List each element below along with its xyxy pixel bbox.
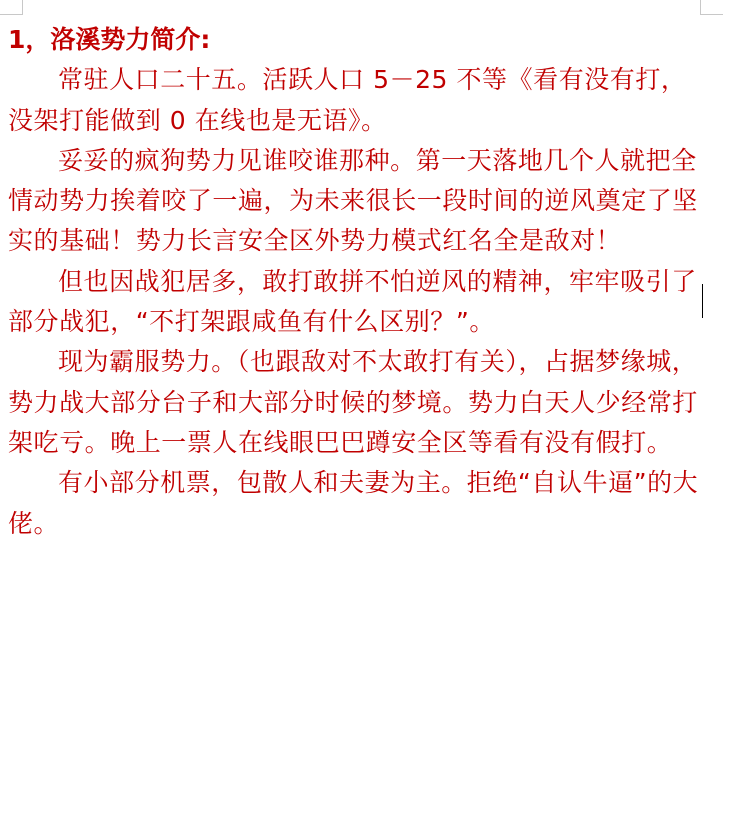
page-corner-mark-right <box>700 0 723 15</box>
paragraph-population: 常驻人口二十五。活跃人口 5－25 不等《看有没有打，没架打能做到 0 在线也是无语》。 <box>8 65 687 135</box>
paragraph-mad-dog: 妥妥的疯狗势力见谁咬谁那种。第一天落地几个人就把全情动势力挨着咬了一遍，为未来很长一段时间的逆风奠定了坚实的基础！势力长言安全区外势力模式红名全是敌对！ <box>8 145 698 256</box>
text-cursor <box>702 284 703 318</box>
paragraph-war-criminals: 但也因战犯居多，敢打敢拼不怕逆风的精神，牢牢吸引了部分战犯，“不打架跟咸鱼有什么区别？”。 <box>8 266 697 337</box>
page-corner-mark-left <box>0 0 23 15</box>
section-heading: 1，洛溪势力简介: <box>8 25 211 54</box>
paragraph-recruitment: 有小部分机票，包散人和夫妻为主。拒绝“自认牛逼”的大佬。 <box>8 468 699 538</box>
paragraph-server-dominance: 现为霸服势力。（也跟敌对不太敢打有关），占据梦缘城，势力战大部分台子和大部分时候的梦境。势力白天人少经常打架吃亏。晚上一票人在线眼巴巴蹲安全区等看有没有假打。 <box>8 347 698 457</box>
document-body[interactable] <box>8 20 708 544</box>
